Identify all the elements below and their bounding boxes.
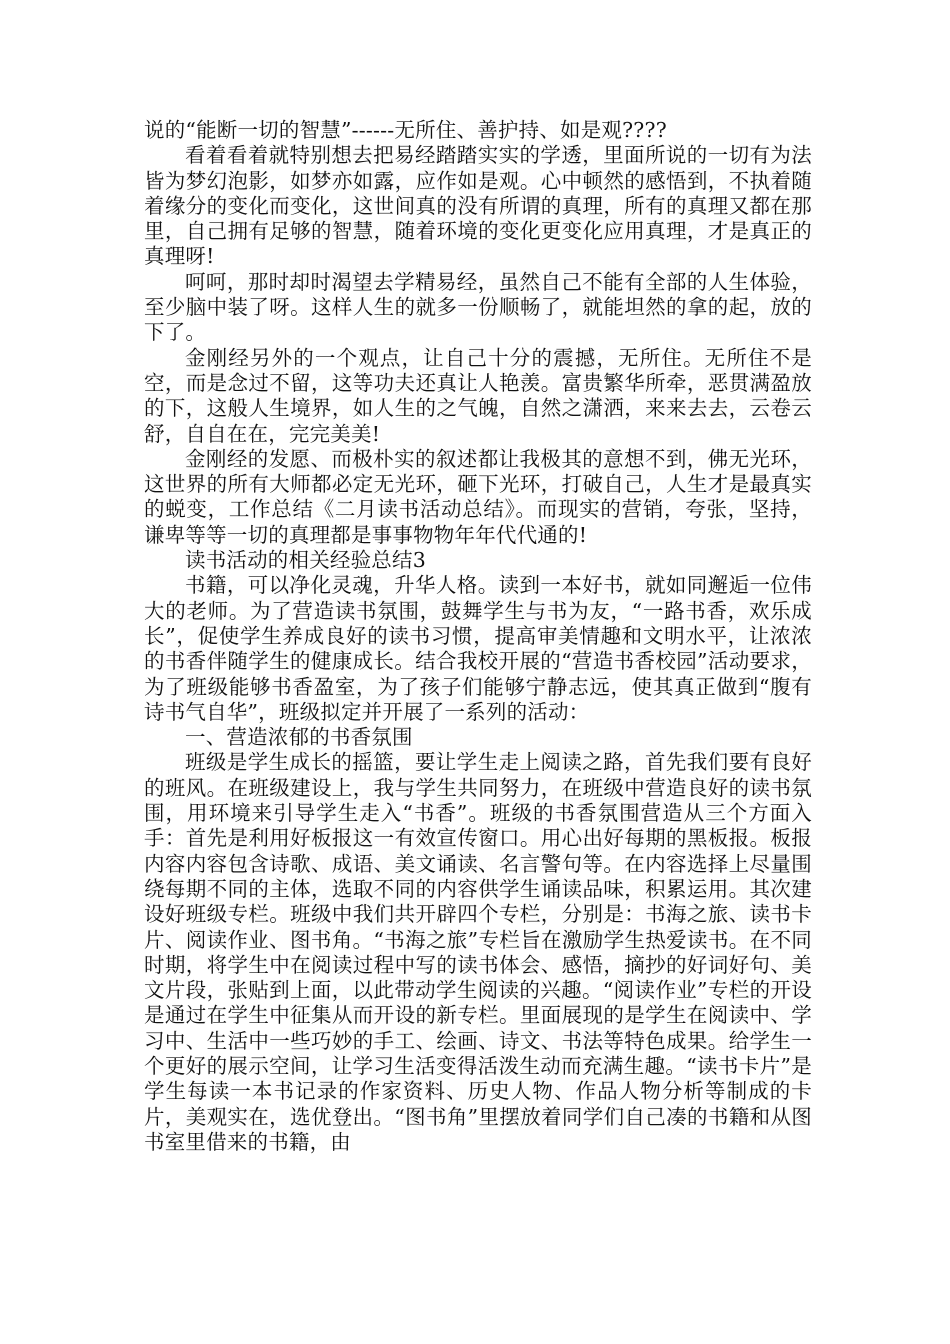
document-page <box>144 118 812 1155</box>
paragraph-body: 班级是学生成长的摇篮，要让学生走上阅读之路，首先我们要有良好的班风。在班级建设上，我与学生共同努力，在班级中营造良好的读书氛围，用环境来引导学生走入“书香”。班级的书香氛围营造从三个方面入手：首先是利用好板报这一有效宣传窗口。用心出好每期的黑板报。板报内容内容包含诗歌、成语、美文诵读、名言警句等。在内容选择上尽量围绕每期不同的主体，选取不同的内容供学生诵读品味，积累运用。其次建设好班级专栏。班级中我们共开辟四个专栏，分别是：书海之旅、读书卡片、阅读作业、图书角。“书海之旅”专栏旨在激励学生热爱读书。在不同时期，将学生中在阅读过程中写的读书体会、感悟，摘抄的好词好句、美文片段，张贴到上面，以此带动学生阅读的兴趣。“阅读作业”专栏的开设是通过在学生中征集从而开设的新专栏。里面展现的是学生在阅读中、学习中、生活中一些巧妙的手工、绘画、诗文、书法等特色成果。给学生一个更好的展示空间，让学习生活变得活泼生动而充满生趣。“读书卡片”是学生每读一本书记录的作家资料、历史人物、作品人物分析等制成的卡片，美观实在，选优登出。“图书角”里摆放着同学们自己凑的书籍和从图书室里借来的书籍，由 <box>144 750 812 1154</box>
paragraph-1: 看着看着就特别想去把易经踏踏实实的学透，里面所说的一切有为法皆为梦幻泡影，如梦亦如露，应作如是观。心中顿然的感悟到，不执着随着缘分的变化而变化，这世间真的没有所谓的真理，所有的真理又都在那里，自己拥有足够的智慧，随着环境的变化更变化应用真理，才是真正的真理呀! <box>144 143 812 269</box>
paragraph-4: 金刚经的发愿、而极朴实的叙述都让我极其的意想不到，佛无光环，这世界的所有大师都必定无光环，砸下光环，打破自己，人生才是最真实的蜕变，工作总结《二月读书活动总结》。而现实的营销，夸张，坚持，谦卑等等一切的真理都是事事物物年年代代通的! <box>144 446 812 547</box>
section-title: 读书活动的相关经验总结3 <box>185 548 426 573</box>
paragraph-intro: 书籍，可以净化灵魂，升华人格。读到一本好书，就如同邂逅一位伟大的老师。为了营造读书氛围，鼓舞学生与书为友，“一路书香，欢乐成长”，促使学生养成良好的读书习惯，提高审美情趣和文明水平，让浓浓的书香伴随学生的健康成长。结合我校开展的“营造书香校园”活动要求，为了班级能够书香盈室，为了孩子们能够宁静志远，使其真正做到“腹有诗书气自华”，班级拟定并开展了一系列的活动： <box>144 573 812 724</box>
paragraph-3: 金刚经另外的一个观点，让自己十分的震撼，无所住。无所住不是空，而是念过不留，这等功夫还真让人艳羡。富贵繁华所牵，恶贯满盈放的下，这般人生境界，如人生的之气魄，自然之潇洒，来来去去，云卷云舒，自自在在，完完美美! <box>144 345 812 446</box>
paragraph-2: 呵呵，那时却时渴望去学精易经，虽然自己不能有全部的人生体验，至少脑中装了呀。这样人生的就多一份顺畅了，就能坦然的拿的起，放的下了。 <box>144 269 812 345</box>
paragraph-continuation: 说的“能断一切的智慧”------无所住、善护持、如是观???? <box>144 118 667 142</box>
subsection-title: 一、营造浓郁的书香氛围 <box>185 725 413 750</box>
